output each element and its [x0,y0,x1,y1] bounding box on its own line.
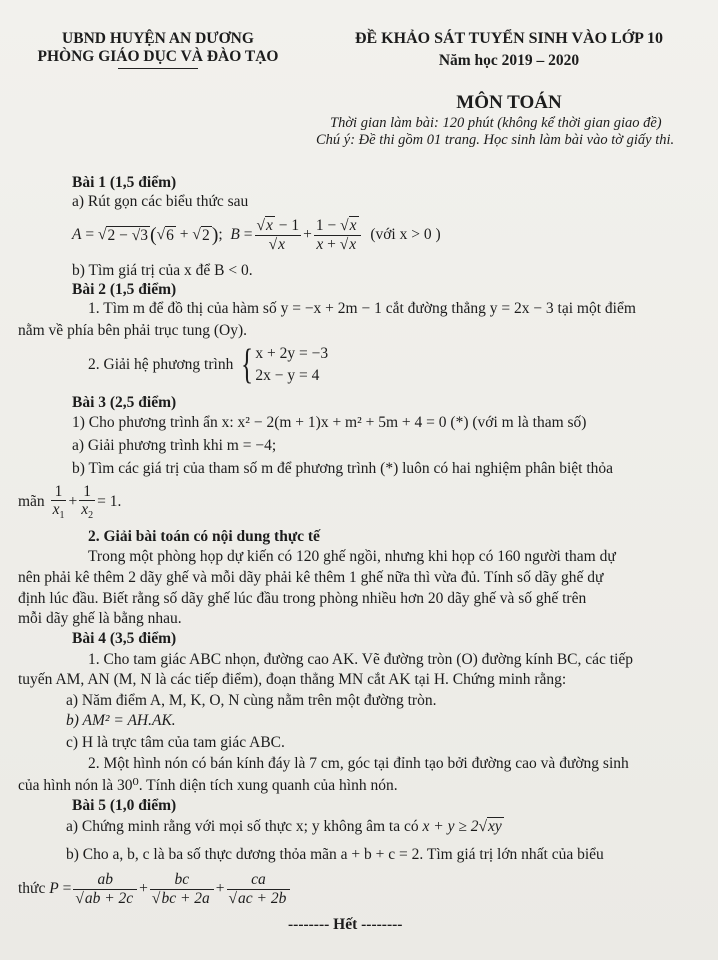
end-marker: -------- Hết -------- [288,916,403,933]
bai4-title: Bài 4 (3,5 điểm) [72,630,177,647]
bai3-qb: b) Tìm các giá trị của tham số m để phương trình (*) luôn có hai nghiệm phân biệt thỏa [72,460,614,477]
bai5-qb: b) Cho a, b, c là ba số thực dương thỏa mãn a + b + c = 2. Tìm giá trị lớn nhất của biểu [66,846,604,863]
bai4-q1-line1: 1. Cho tam giác ABC nhọn, đường cao AK. Vẽ đường tròn (O) đường kính BC, các tiếp [88,651,634,668]
bai1-condition: (với x > 0 ) [370,226,441,243]
bai1-a: a) Rút gọn các biểu thức sau [72,193,249,210]
bai1-title: Bài 1 (1,5 điểm) [72,174,177,191]
bai2-eq2: 2x − y = 4 [255,367,320,384]
bai3-title: Bài 3 (2,5 điểm) [72,394,177,411]
bai5-prefix: thức [18,880,46,897]
bai1-expressions: A = √ 2 − √3 ( √ 6 + √ 2 ) ; B = $\frac{√x - 1}{√x}$ + $\frac{1 - √x}{x + √x}$ (với x > 0 ) [72,217,441,253]
bai4-q1-line2: tuyến AM, AN (M, N là các tiếp điểm), đoạn thẳng MN cắt AK tại H. Chứng minh rằng: [18,671,567,688]
bai2-title: Bài 2 (1,5 điểm) [72,281,177,298]
bai2-q2-label: 2. Giải hệ phương trình [88,356,234,373]
bai3-q2-title: 2. Giải bài toán có nội dung thực tế [88,528,320,545]
bai3-qb-prefix: mãn [18,493,45,510]
district-committee: UBND HUYỆN AN DƯƠNG [62,30,254,47]
bai4-q2-line2: của hình nón là 30⁰. Tính diện tích xung quanh của hình nón. [18,777,398,794]
bai3-qb-condition: mãn $\frac{1}{x_1}$ + $\frac{1}{x_2}$ = 1. [18,482,122,522]
bai3-q2-line2: nên phải kê thêm 2 dãy ghế và mỗi dãy phải kê thêm 1 ghế nữa thì vừa đủ. Tính số dãy ghế dự [18,569,604,586]
bai5-title: Bài 5 (1,0 điểm) [72,797,177,814]
bai4-qb: b) AM² = AH.AK. [66,712,176,729]
bai2-eq1: x + 2y = −3 [255,345,329,362]
exam-duration: Thời gian làm bài: 120 phút (không kể thời gian giao đề) [330,115,662,131]
bai1-b: b) Tìm giá trị của x để B < 0. [72,262,253,279]
bai3-q2-line1: Trong một phòng họp dự kiến có 120 ghế ngồi, nhưng khi họp có 160 người tham dự [88,548,616,565]
bai5-qa [66,818,504,836]
bai4-q2-line1: 2. Một hình nón có bán kính đáy là 7 cm, góc tại đỉnh tạo bởi đường cao và đường sinh [88,755,629,772]
bai3-qa: a) Giải phương trình khi m = −4; [72,437,277,454]
bai3-q2-line4: mỗi dãy ghế là bằng nhau. [18,610,182,627]
bai3-qb-suffix: = 1. [97,493,122,510]
school-year: Năm học 2019 – 2020 [438,52,580,69]
subject-title: MÔN TOÁN [456,92,562,113]
bai3-q2-line3: định lúc đầu. Biết rằng số dãy ghế lúc đầu trong phòng nhiều hơn 20 dãy ghế và số ghế trên [18,590,587,607]
bai4-qa: a) Năm điểm A, M, K, O, N cùng nằm trên một đường tròn. [66,692,437,709]
bai2-q1-line2: nằm về phía bên phải trục tung (Oy). [18,322,247,339]
bai2-q2 [88,343,328,387]
exam-note: Chú ý: Đề thi gồm 01 trang. Học sinh làm bài vào tờ giấy thi. [316,132,675,148]
bai5-qa-text: a) Chứng minh rằng với mọi số thực x; y không âm ta có [66,818,419,835]
department-name: PHÒNG GIÁO DỤC VÀ ĐÀO TẠO [37,48,279,65]
bai4-qc: c) H là trực tâm của tam giác ABC. [66,734,285,751]
bai5-inequality: x + y ≥ 2√xy [422,818,502,835]
bai2-q1-line1: 1. Tìm m để đồ thị của hàm số y = −x + 2m − 1 cắt đường thẳng y = 2x − 3 tại một điểm [88,300,636,317]
system-brace: { [241,342,254,388]
exam-title: ĐỀ KHẢO SÁT TUYỂN SINH VÀO LỚP 10 [354,30,664,47]
header-left-rule [118,68,198,69]
bai3-q1: 1) Cho phương trình ẩn x: x² − 2(m + 1)x + m² + 5m + 4 = 0 (*) (với m là tham số) [72,414,587,431]
bai5-expression: thức P = $\frac{ab}{√ab + 2c}$ + $\frac{bc}{√bc + 2a}$ + $\frac{ca}{√ac + 2b}$ [18,864,292,914]
